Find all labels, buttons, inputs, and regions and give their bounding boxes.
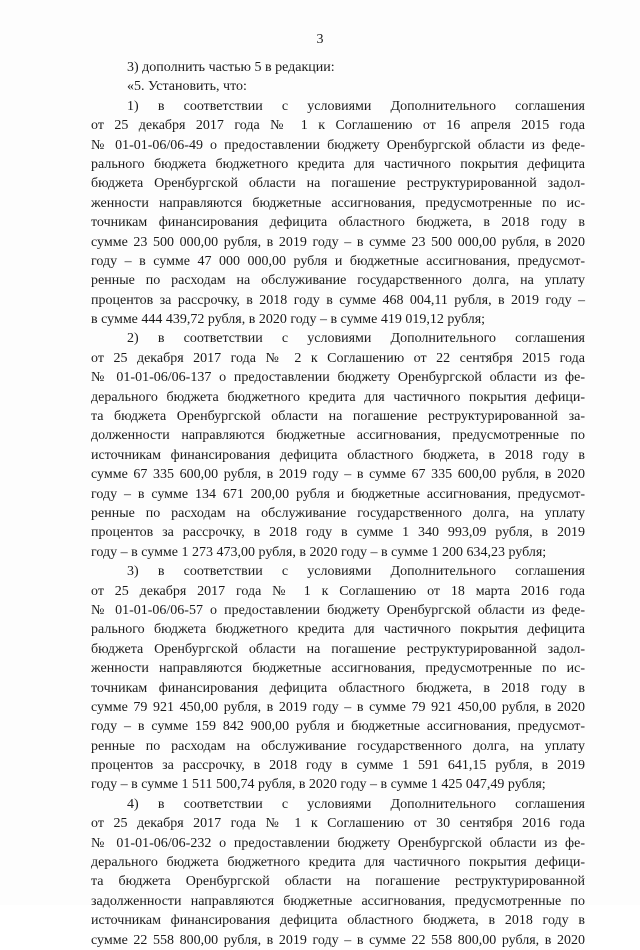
text-line: № 01-01-06/06-137 о предоставлении бюджету Оренбургской области из фе- — [91, 370, 585, 386]
text-line: от 25 декабря 2017 года № 2 к Соглашению от 22 сентября 2015 года — [91, 350, 585, 366]
text-line: источникам финансирования дефицита областного бюджета, в 2018 году в — [91, 447, 585, 463]
text-line: № 01-01-06/06-49 о предоставлении бюджету Оренбургской области из феде- — [91, 137, 585, 153]
text-line: ренные по расходам на обслуживание государственного долга, на уплату — [91, 738, 585, 754]
text-line: 3) в соответствии с условиями Дополнительного соглашения — [127, 564, 585, 580]
text-line: от 25 декабря 2017 года № 1 к Соглашению от 18 марта 2016 года — [91, 583, 585, 599]
text-line: бюджета Оренбургской области на погашение реструктурированной задол- — [91, 641, 585, 657]
text-line: году – в сумме 1 511 500,74 рубля, в 2020 году – в сумме 1 425 047,49 рубля; — [91, 777, 546, 793]
text-line: 3) дополнить частью 5 в редакции: — [127, 60, 335, 75]
text-line: дерального бюджета бюджетного кредита для частичного покрытия дефици- — [91, 389, 585, 405]
text-line: женности направляются бюджетные ассигнования, предусмотренные по ис- — [91, 195, 585, 211]
text-line: «5. Установить, что: — [127, 79, 247, 95]
text-line: № 01-01-06/06-57 о предоставлении бюджету Оренбургской области из феде- — [91, 602, 585, 618]
text-line: процентов за рассрочку, в 2018 году в сумме 468 004,11 рубля, в 2019 году – — [91, 292, 585, 308]
text-line: задолженности направляются бюджетные ассигнования, предусмотренные по — [91, 893, 585, 909]
text-line: в сумме 444 439,72 рубля, в 2020 году – в сумме 419 019,12 рубля; — [91, 312, 486, 328]
text-line: сумме 67 335 600,00 рубля, в 2019 году – в сумме 67 335 600,00 рубля, в 2020 — [91, 467, 585, 483]
text-line: от 25 декабря 2017 года № 1 к Соглашению от 30 сентября 2016 года — [91, 816, 585, 832]
text-line: бюджета Оренбургской области на погашение реструктурированной задол- — [91, 176, 585, 192]
text-line: процентов за рассрочку, в 2018 году в сумме 1 340 993,09 рубля, в 2019 — [91, 525, 585, 541]
text-line: от 25 декабря 2017 года № 1 к Соглашению от 16 апреля 2015 года — [91, 118, 585, 134]
document-body — [91, 58, 585, 950]
text-line: женности направляются бюджетные ассигнования, предусмотренные по ис- — [91, 661, 585, 677]
text-line: точникам финансирования дефицита областного бюджета, в 2018 году в — [91, 215, 585, 231]
text-line: рального бюджета бюджетного кредита для частичного покрытия дефицита — [91, 156, 585, 172]
text-line: году – в сумме 134 671 200,00 рубля и бюджетные ассигнования, предусмот- — [91, 486, 585, 502]
text-line: сумме 23 500 000,00 рубля, в 2019 году – в сумме 23 500 000,00 рубля, в 2020 — [91, 234, 585, 250]
text-line: долженности направляются бюджетные ассигнования, предусмотренные по — [91, 428, 585, 444]
text-line: 2) в соответствии с условиями Дополнительного соглашения — [127, 331, 585, 347]
text-line: году – в сумме 1 273 473,00 рубля, в 2020 году – в сумме 1 200 634,23 рубля; — [91, 544, 547, 560]
text-line: источникам финансирования дефицита областного бюджета, в 2018 году в — [91, 913, 585, 929]
text-line: точникам финансирования дефицита областного бюджета, в 2018 году в — [91, 680, 585, 696]
text-line: № 01-01-06/06-232 о предоставлении бюджету Оренбургской области из фе- — [91, 835, 585, 851]
text-line: ренные по расходам на обслуживание государственного долга, на уплату — [91, 273, 585, 289]
text-line: та бюджета Оренбургской области на погашение реструктурированной — [91, 874, 585, 890]
text-line: году – в сумме 159 842 900,00 рубля и бюджетные ассигнования, предусмот- — [91, 719, 585, 735]
text-line: году – в сумме 47 000 000,00 рубля и бюджетные ассигнования, предусмот- — [91, 253, 585, 269]
text-line: рального бюджета бюджетного кредита для частичного покрытия дефицита — [91, 622, 585, 638]
text-line: ренные по расходам на обслуживание государственного долга, на уплату — [91, 505, 585, 521]
text-line: сумме 22 558 800,00 рубля, в 2019 году – в сумме 22 558 800,00 рубля, в 2020 — [91, 932, 585, 948]
text-line: процентов за рассрочку, в 2018 году в сумме 1 591 641,15 рубля, в 2019 — [91, 758, 585, 774]
text-line: 4) в соответствии с условиями Дополнительного соглашения — [127, 796, 585, 812]
page-number: 3 — [316, 32, 324, 47]
text-line: дерального бюджета бюджетного кредита для частичного покрытия дефици- — [91, 855, 585, 871]
text-line: сумме 79 921 450,00 рубля, в 2019 году – в сумме 79 921 450,00 рубля, в 2020 — [91, 699, 585, 715]
text-line: 1) в соответствии с условиями Дополнительного соглашения — [127, 98, 585, 114]
text-line: та бюджета Оренбургской области на погашение реструктурированной за- — [91, 409, 585, 425]
